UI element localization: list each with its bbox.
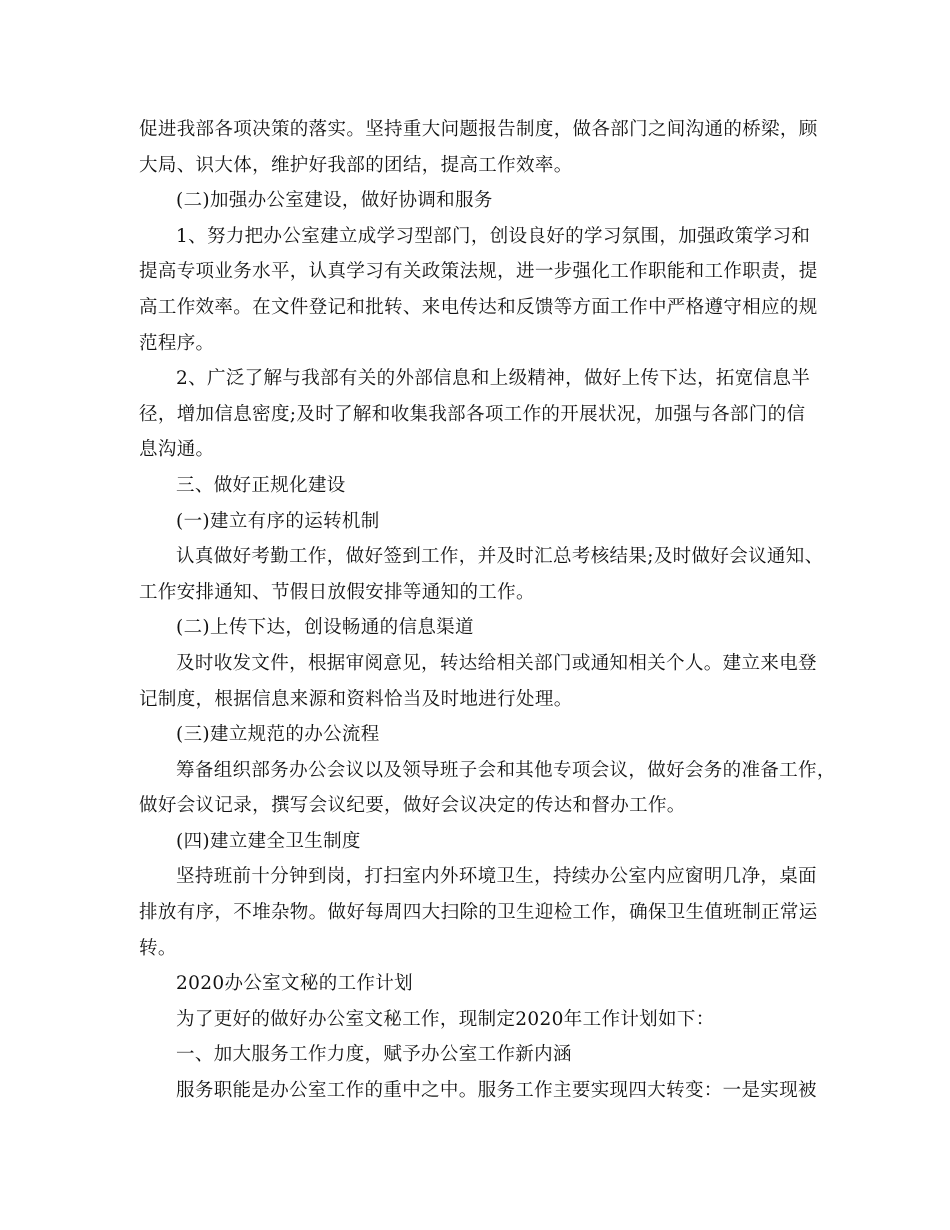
document-paragraph xyxy=(139,753,836,824)
paragraph-line: 2、广泛了解与我部有关的外部信息和上级精神，做好上传下达，拓宽信息半 xyxy=(176,368,811,390)
paragraph-line: 促进我部各项决策的落实。坚持重大问题报告制度，做各部门之间沟通的桥梁，顾 xyxy=(139,119,818,140)
document-paragraph xyxy=(139,539,824,610)
paragraph-line: 2020办公室文秘的工作计划 xyxy=(176,973,413,995)
paragraph-line: 为了更好的做好办公室文秘工作，现制定2020年工作计划如下： xyxy=(176,1008,715,1030)
document-paragraph xyxy=(139,610,819,646)
document-paragraph xyxy=(139,361,819,468)
document-paragraph xyxy=(139,504,819,540)
paragraph-line: 息沟通。 xyxy=(139,439,215,461)
paragraph-line: (四)建立建全卫生制度 xyxy=(176,830,361,852)
paragraph-line: 三、做好正规化建设 xyxy=(176,474,346,496)
document-paragraph xyxy=(139,824,819,860)
paragraph-line: (一)建立有序的运转机制 xyxy=(176,510,380,532)
document-paragraph xyxy=(139,717,819,753)
document-paragraph xyxy=(139,219,819,361)
document-paragraph xyxy=(139,468,819,504)
document-body xyxy=(139,112,836,1109)
document-paragraph xyxy=(139,1002,819,1038)
document-paragraph xyxy=(139,112,819,183)
paragraph-line: 一、加大服务工作力度，赋予办公室工作新内涵 xyxy=(176,1044,572,1066)
paragraph-line: 提高专项业务水平，认真学习有关政策法规，进一步强化工作职能和工作职责，提 xyxy=(139,261,818,283)
paragraph-line: 排放有序，不堆杂物。做好每周四大扫除的卫生迎检工作，确保卫生值班制正常运 xyxy=(139,902,818,924)
document-paragraph xyxy=(139,646,819,717)
paragraph-line: 坚持班前十分钟到岗，打扫室内外环境卫生，持续办公室内应窗明几净，桌面 xyxy=(176,866,817,888)
paragraph-line: 高工作效率。在文件登记和批转、来电传达和反馈等方面工作中严格遵守相应的规 xyxy=(139,296,818,318)
paragraph-line: 径，增加信息密度;及时了解和收集我部各项工作的开展状况，加强与各部门的信 xyxy=(139,403,806,425)
paragraph-line: 及时收发文件，根据审阅意见，转达给相关部门或通知相关个人。建立来电登 xyxy=(176,652,817,674)
paragraph-line: 工作安排通知、节假日放假安排等通知的工作。 xyxy=(139,581,535,603)
paragraph-line: 转。 xyxy=(139,937,177,959)
document-paragraph xyxy=(139,859,819,966)
paragraph-line: 记制度，根据信息来源和资料恰当及时地进行处理。 xyxy=(139,688,573,710)
document-paragraph xyxy=(139,1037,819,1073)
paragraph-line: (二)加强办公室建设，做好协调和服务 xyxy=(176,190,493,212)
paragraph-line: 筹备组织部务办公会议以及领导班子会和其他专项会议，做好会务的准备工作， xyxy=(176,759,836,781)
document-paragraph xyxy=(139,1073,819,1109)
document-paragraph xyxy=(139,183,819,219)
paragraph-line: 服务职能是办公室工作的重中之中。服务工作主要实现四大转变：一是实现被 xyxy=(176,1080,817,1102)
paragraph-line: 做好会议记录，撰写会议纪要，做好会议决定的传达和督办工作。 xyxy=(139,795,686,817)
paragraph-line: 大局、识大体，维护好我部的团结，提高工作效率。 xyxy=(139,154,573,176)
paragraph-line: (三)建立规范的办公流程 xyxy=(176,724,380,746)
paragraph-line: 1、努力把办公室建立成学习型部门，创设良好的学习氛围，加强政策学习和 xyxy=(176,225,811,247)
paragraph-line: 范程序。 xyxy=(139,332,215,354)
document-paragraph xyxy=(139,966,819,1002)
paragraph-line: 认真做好考勤工作，做好签到工作，并及时汇总考核结果;及时做好会议通知、 xyxy=(176,546,824,568)
paragraph-line: (二)上传下达，创设畅通的信息渠道 xyxy=(176,617,474,639)
